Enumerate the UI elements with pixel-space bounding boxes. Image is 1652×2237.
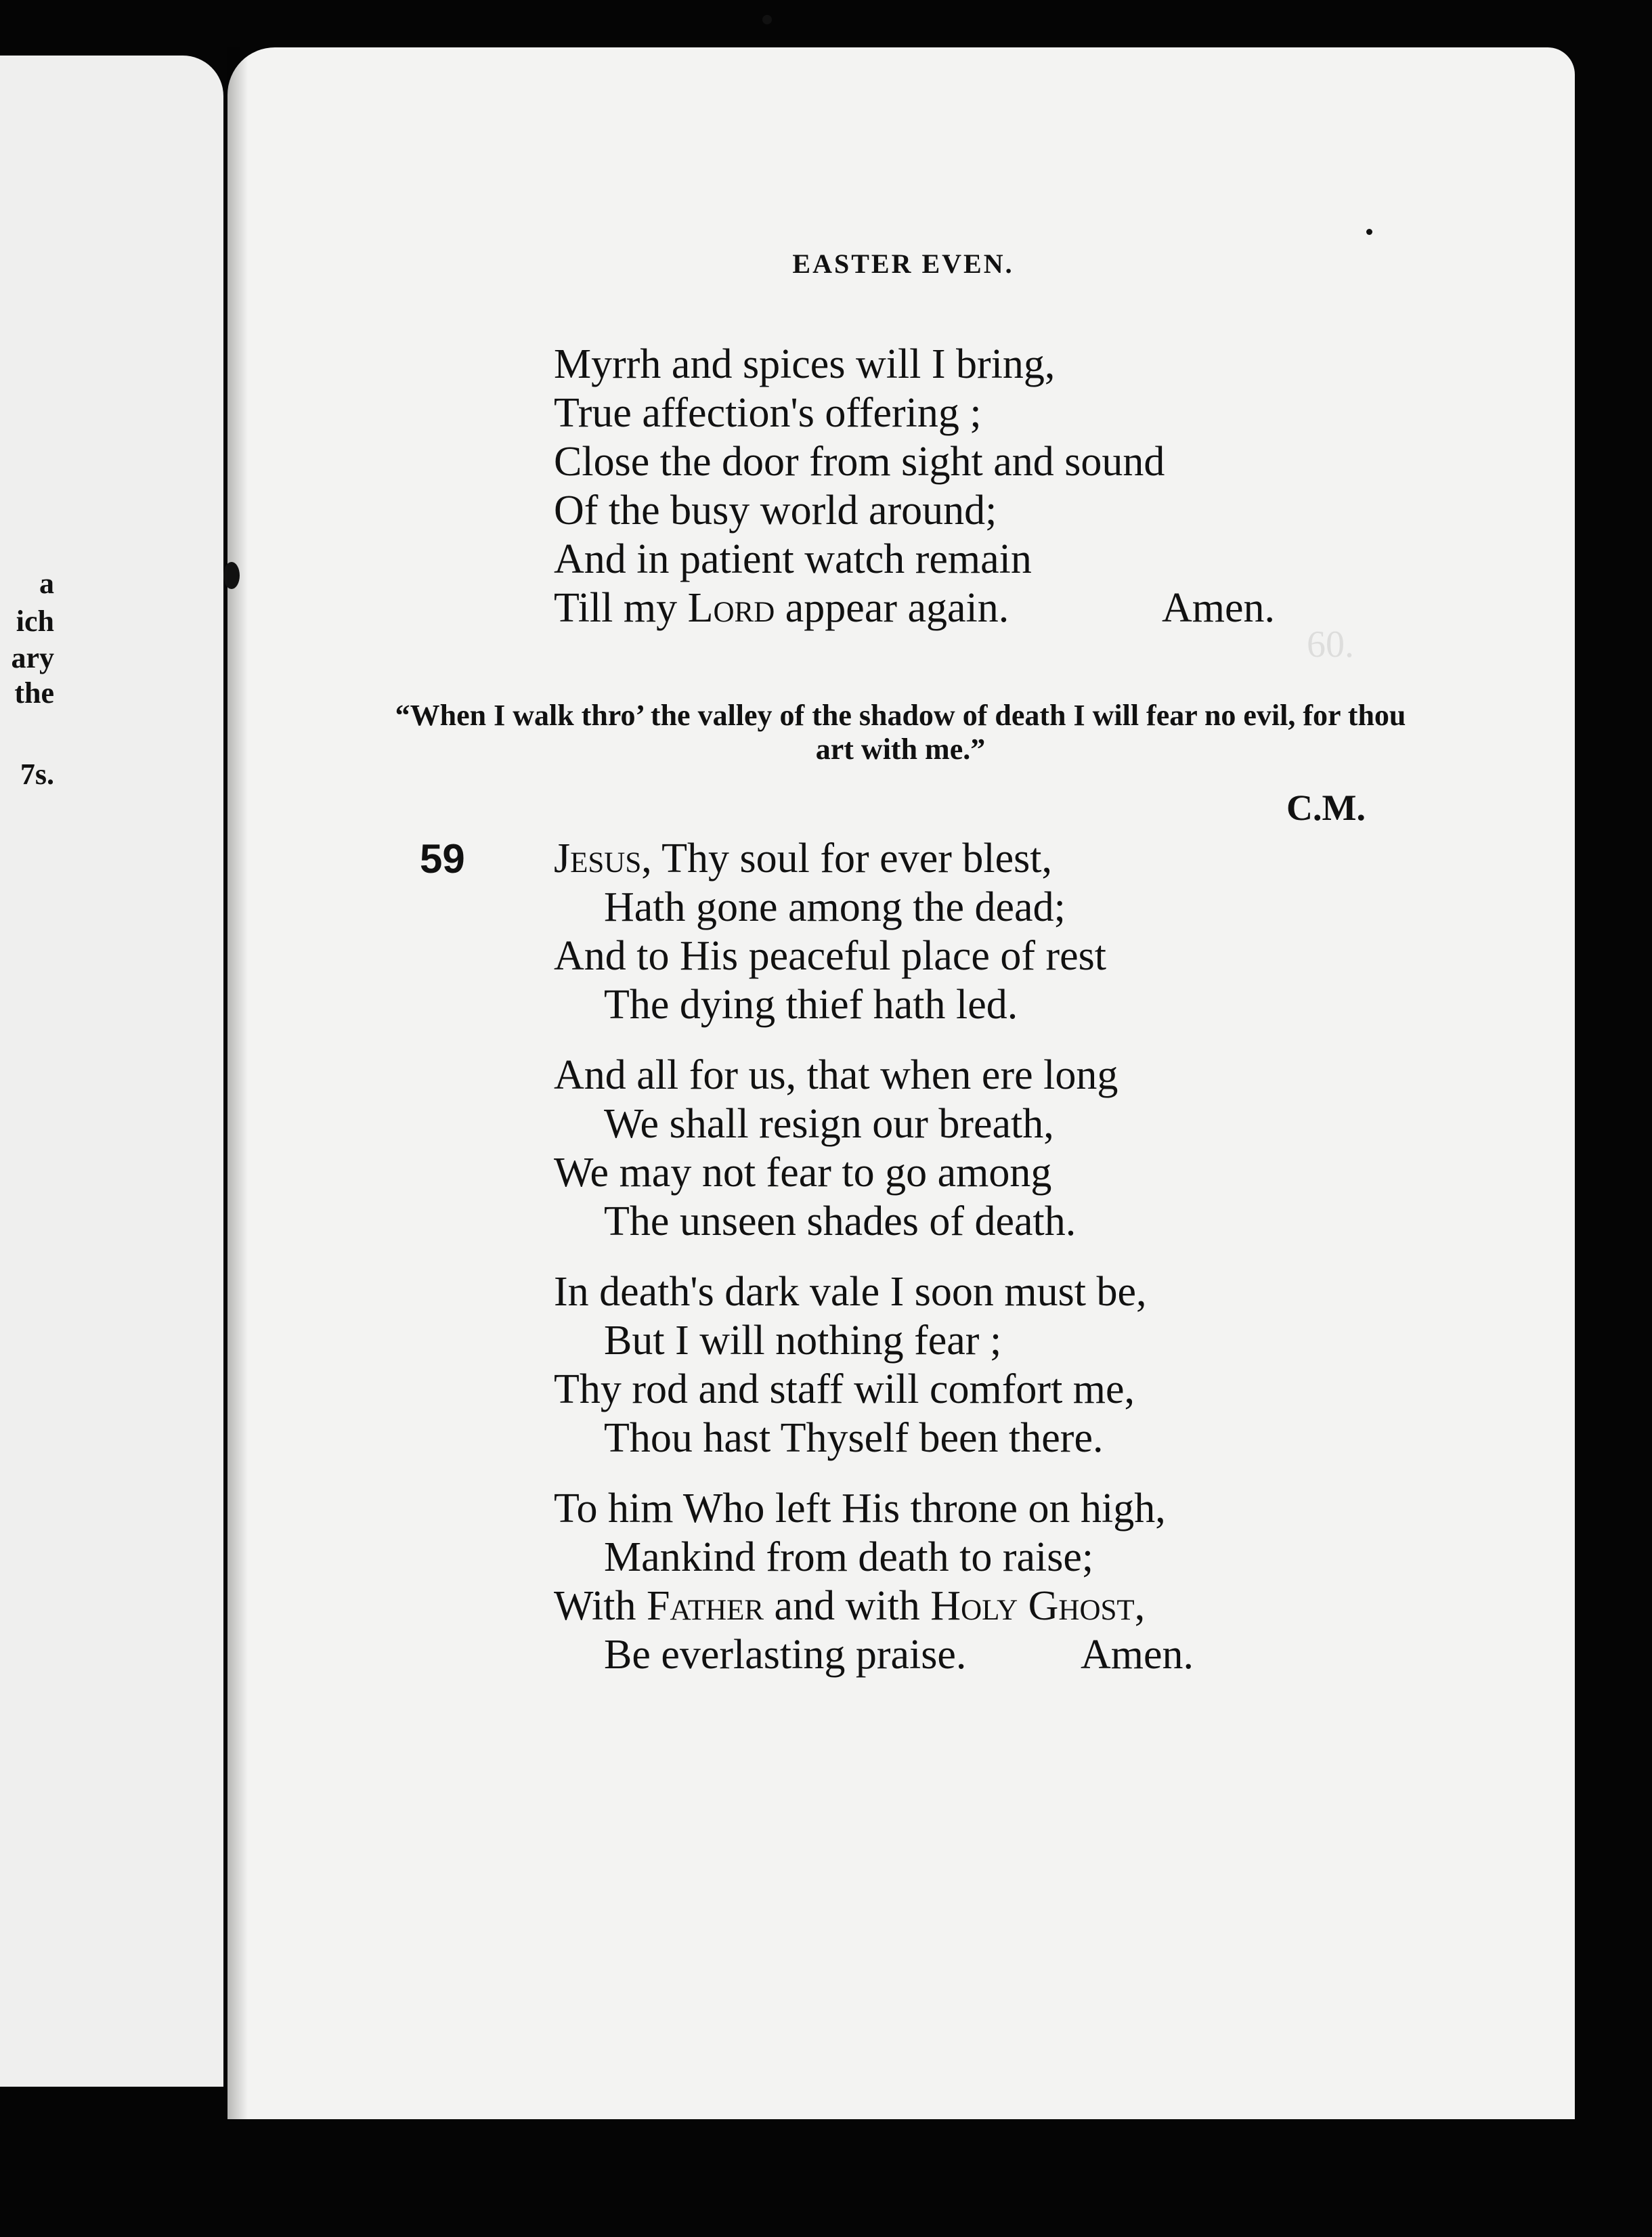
small-caps-name: Holy Ghost <box>930 1583 1135 1629</box>
amen: Amen. <box>1162 585 1276 631</box>
hymn-number: 59 <box>420 836 465 882</box>
line-text: With <box>554 1583 647 1629</box>
stanza-line: And in patient watch remain <box>554 536 1032 582</box>
stanza-line: The unseen shades of death. <box>604 1198 1077 1244</box>
amen: Amen. <box>1081 1632 1194 1678</box>
stanza-line <box>554 584 1009 632</box>
running-head: EASTER EVEN. <box>792 248 1014 279</box>
stanza-line: To him Who left His throne on high, <box>554 1485 1166 1532</box>
stanza-line: True affection's offering ; <box>554 390 982 436</box>
stanza-line: Mankind from death to raise; <box>604 1534 1094 1580</box>
stanza-line <box>554 834 1052 883</box>
meter: C.M. <box>1286 787 1366 828</box>
speck <box>762 15 772 24</box>
speck <box>1366 229 1372 235</box>
stanza-line: Of the busy world around; <box>554 487 997 534</box>
stanza-line: Thy rod and staff will comfort me, <box>554 1366 1135 1412</box>
small-caps-name: Lord <box>687 585 775 631</box>
stanza-line: Close the door from sight and sound <box>554 439 1165 485</box>
gutter-shadow <box>227 47 248 2119</box>
speck <box>223 562 240 589</box>
line-text: , Thy soul for ever blest, <box>641 835 1052 882</box>
stanza-line: Myrrh and spices will I bring, <box>554 341 1056 387</box>
left-page-fragment: ary <box>11 641 54 674</box>
left-page-edge <box>0 56 223 2087</box>
small-caps-name: Jesus <box>554 835 642 882</box>
epigraph: “When I walk thro’ the valley of the shadow of death I will fear no evil, for thou art with me.” <box>395 699 1406 766</box>
line-text: , <box>1134 1583 1146 1629</box>
left-page-fragment: a <box>39 567 54 600</box>
line-text: Till my <box>554 585 688 631</box>
stanza-line: Hath gone among the dead; <box>604 884 1066 930</box>
show-through-text: 60. <box>1307 624 1354 666</box>
left-page-fragment: the <box>14 676 54 710</box>
stanza-line: The dying thief hath led. <box>604 982 1018 1028</box>
left-page-fragment: ich <box>16 605 54 638</box>
stanza-line: We may not fear to go among <box>554 1150 1052 1196</box>
left-page-fragment: 7s. <box>20 758 54 791</box>
line-text: and with <box>764 1583 931 1629</box>
small-caps-name: Father <box>647 1583 764 1629</box>
stanza-line: In death's dark vale I soon must be, <box>554 1269 1147 1315</box>
stanza-line <box>554 1582 1145 1630</box>
stanza-line: And to His peaceful place of rest <box>554 933 1107 979</box>
stanza-line: Thou hast Thyself been there. <box>604 1415 1104 1461</box>
stanza-line: Be everlasting praise. <box>604 1632 967 1678</box>
stanza-line: But I will nothing fear ; <box>604 1318 1002 1364</box>
line-text: appear again. <box>775 585 1009 631</box>
stanza-line: And all for us, that when ere long <box>554 1052 1118 1098</box>
stanza-line: We shall resign our breath, <box>604 1101 1054 1147</box>
